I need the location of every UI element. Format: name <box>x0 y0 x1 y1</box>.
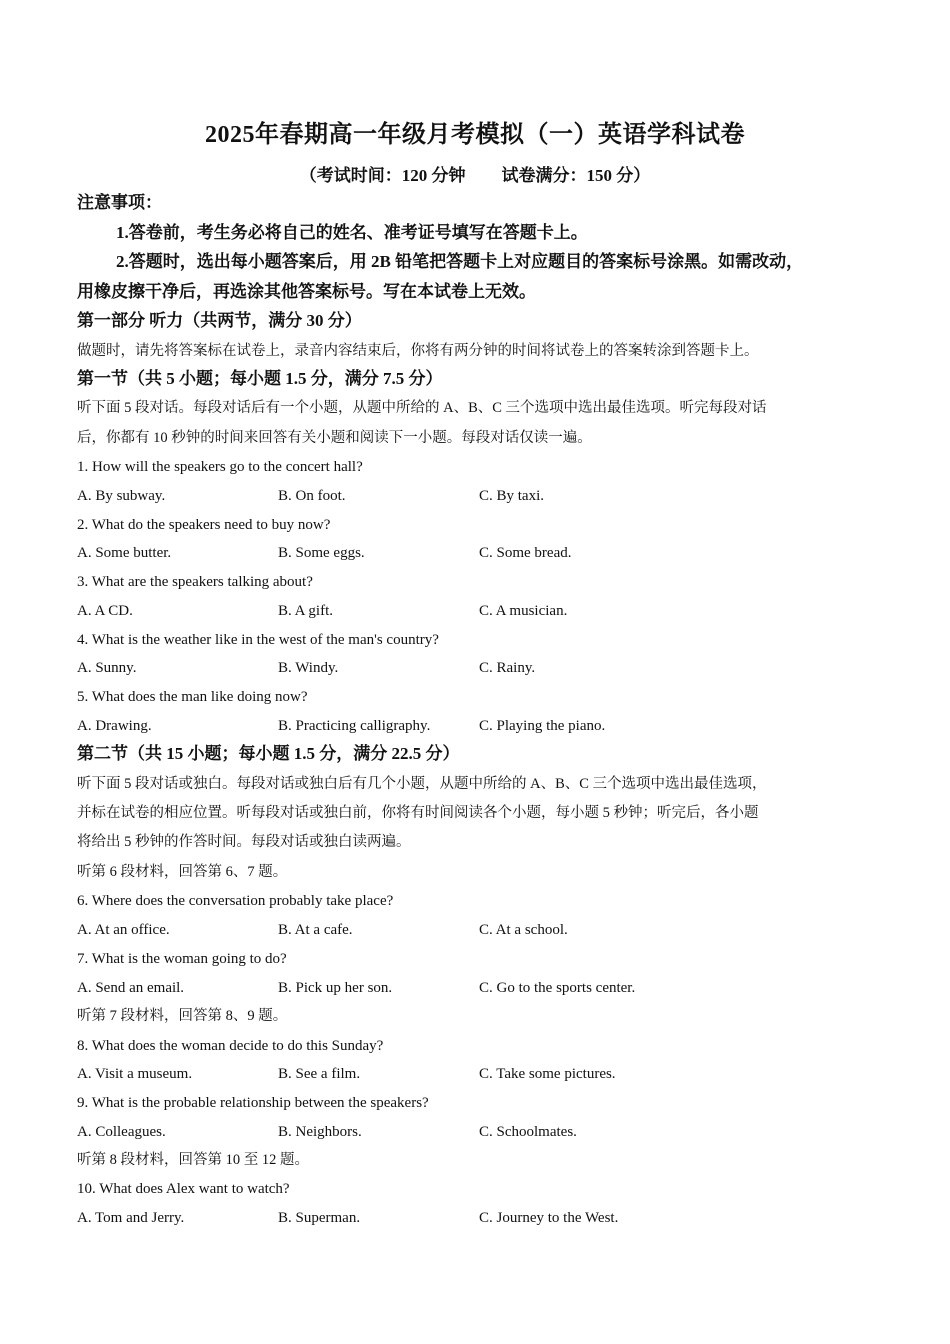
section2-instruction-line-2: 并标在试卷的相应位置。听每段对话或独白前，你将有时间阅读各个小题，每小题 5 秒钟；听完后，各小题 <box>77 805 759 821</box>
q7-option-b: B. Pick up her son. <box>278 980 393 996</box>
exam-time: （考试时间：120 分钟 <box>299 166 466 185</box>
q9-option-a: A. Colleagues. <box>77 1124 166 1140</box>
q10-option-b: B. Superman. <box>278 1210 361 1226</box>
q3-option-a: A. A CD. <box>77 603 133 619</box>
section2-instruction-line-3: 将给出 5 秒钟的作答时间。每段对话或独白读两遍。 <box>77 834 411 850</box>
q6-option-a: A. At an office. <box>77 922 170 938</box>
q4-option-c: C. Rainy. <box>479 660 536 676</box>
q10-option-a: A. Tom and Jerry. <box>77 1210 185 1226</box>
notes-item-2-line-2: 用橡皮擦干净后，再选涂其他答案标号。写在本试卷上无效。 <box>77 282 536 301</box>
section1-instruction-line-1: 听下面 5 段对话。每段对话后有一个小题，从题中所给的 A、B、C 三个选项中选出最佳选项。听完每段对话 <box>77 400 767 416</box>
question-4: 4. What is the weather like in the west of the man's country? <box>77 632 439 648</box>
q4-option-b: B. Windy. <box>278 660 339 676</box>
q1-option-c: C. By taxi. <box>479 488 545 504</box>
section2-heading: 第二节（共 15 小题；每小题 1.5 分，满分 22.5 分） <box>77 744 460 763</box>
q2-option-c: C. Some bread. <box>479 545 572 561</box>
q7-option-c: C. Go to the sports center. <box>479 980 636 996</box>
q10-option-c: C. Journey to the West. <box>479 1210 619 1226</box>
question-9: 9. What is the probable relationship between the speakers? <box>77 1095 429 1111</box>
material-8-heading: 听第 8 段材料，回答第 10 至 12 题。 <box>77 1152 309 1168</box>
part1-instruction: 做题时，请先将答案标在试卷上，录音内容结束后，你将有两分钟的时间将试卷上的答案转涂到答题卡上。 <box>77 343 759 359</box>
material-6-heading: 听第 6 段材料，回答第 6、7 题。 <box>77 864 288 880</box>
q1-option-a: A. By subway. <box>77 488 166 504</box>
section2-instruction-line-1: 听下面 5 段对话或独白。每段对话或独白后有几个小题，从题中所给的 A、B、C 三个选项中选出最佳选项， <box>77 776 767 792</box>
question-1: 1. How will the speakers go to the concert hall? <box>77 459 363 475</box>
notes-heading: 注意事项： <box>77 193 162 212</box>
question-7: 7. What is the woman going to do? <box>77 951 287 967</box>
q3-option-c: C. A musician. <box>479 603 568 619</box>
notes-item-2-line-1: 2.答题时，选出每小题答案后，用 2B 铅笔把答题卡上对应题目的答案标号涂黑。如需改动， <box>116 252 804 271</box>
q9-option-b: B. Neighbors. <box>278 1124 362 1140</box>
page-title: 2025年春期高一年级月考模拟（一）英语学科试卷 <box>205 122 745 148</box>
question-5: 5. What does the man like doing now? <box>77 689 308 705</box>
question-3: 3. What are the speakers talking about? <box>77 574 313 590</box>
material-7-heading: 听第 7 段材料，回答第 8、9 题。 <box>77 1008 288 1024</box>
q2-option-a: A. Some butter. <box>77 545 172 561</box>
notes-item-1: 1.答卷前，考生务必将自己的姓名、准考证号填写在答题卡上。 <box>116 223 588 242</box>
question-2: 2. What do the speakers need to buy now? <box>77 517 331 533</box>
part1-heading: 第一部分 听力（共两节，满分 30 分） <box>77 311 362 330</box>
q5-option-b: B. Practicing calligraphy. <box>278 718 431 734</box>
q6-option-b: B. At a cafe. <box>278 922 353 938</box>
q8-option-b: B. See a film. <box>278 1066 361 1082</box>
q7-option-a: A. Send an email. <box>77 980 185 996</box>
section1-heading: 第一节（共 5 小题；每小题 1.5 分，满分 7.5 分） <box>77 369 443 388</box>
section1-instruction-line-2: 后，你都有 10 秒钟的时间来回答有关小题和阅读下一小题。每段对话仅读一遍。 <box>77 430 592 446</box>
q3-option-b: B. A gift. <box>278 603 334 619</box>
q8-option-c: C. Take some pictures. <box>479 1066 616 1082</box>
q4-option-a: A. Sunny. <box>77 660 137 676</box>
q8-option-a: A. Visit a museum. <box>77 1066 193 1082</box>
q1-option-b: B. On foot. <box>278 488 346 504</box>
q5-option-a: A. Drawing. <box>77 718 152 734</box>
exam-info <box>0 161 950 186</box>
question-8: 8. What does the woman decide to do this Sunday? <box>77 1038 384 1054</box>
q5-option-c: C. Playing the piano. <box>479 718 606 734</box>
q9-option-c: C. Schoolmates. <box>479 1124 577 1140</box>
question-6: 6. Where does the conversation probably take place? <box>77 893 394 909</box>
q2-option-b: B. Some eggs. <box>278 545 365 561</box>
question-10: 10. What does Alex want to watch? <box>77 1181 290 1197</box>
q6-option-c: C. At a school. <box>479 922 568 938</box>
exam-score: 试卷满分：150 分） <box>501 166 651 185</box>
